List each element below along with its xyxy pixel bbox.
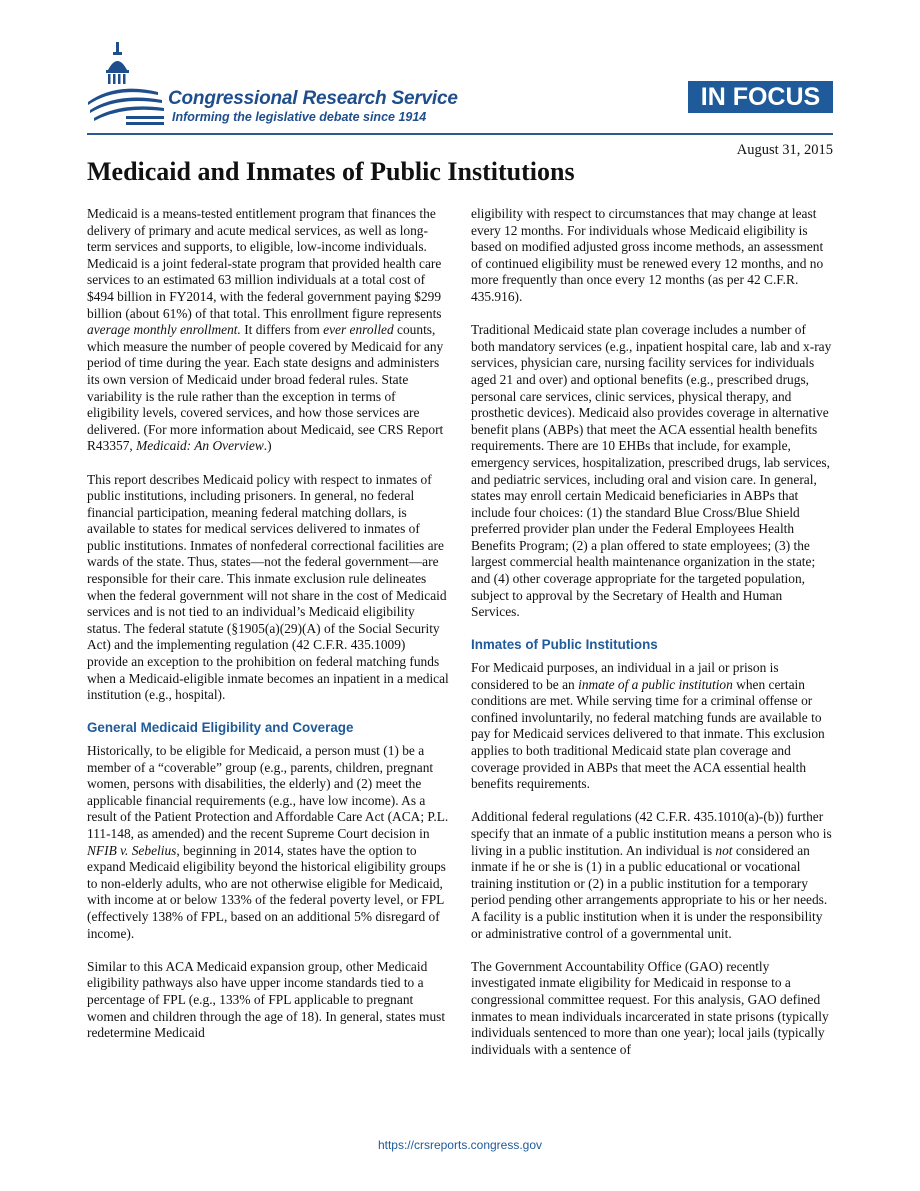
org-name: Congressional Research Service <box>168 88 458 109</box>
paragraph: Traditional Medicaid state plan coverage includes a number of both mandatory services (e.g., inpatient hospital care, lab and x-ray services, physician care, nursing facility services for individuals aged 21 and over) and optional benefits (e.g., prescribed drugs, personal care services, clinic services, physical therapy, and prosthetic devices). Medicaid also provides coverage in alternative benefit plans (ABPs) that meet the ACA essential health benefits requirements. There are 10 EHBs that include, for example, emergency services, hospitalization, prescribed drugs, lab services, and pediatric services, including oral and vision care. In general, states may enroll certain Medicaid beneficiaries in ABPs that include four choices: (1) the standard Blue Cross/Blue Shield preferred provider plan under the Federal Employees Health Benefits Program; (2) a plan offered to state employees; (3) the largest commercial health maintenance organization in the state; and (4) other coverage appropriate for the targeted population, subject to approval by the Secretary of Health and Human Services. <box>471 322 832 620</box>
header-rule <box>87 133 833 135</box>
in-focus-badge: IN FOCUS <box>688 81 833 113</box>
paragraph: Medicaid is a means-tested entitlement program that finances the delivery of primary and acute medical services, as well as long-term services and supports, to eligible, low-income individuals. Medicaid is a joint federal-state program that provided health care services to an estimated 63 million individuals at a total cost of $494 billion in FY2014, with the federal government paying $299 billion (about 61%) of that total. This enrollment figure represents average monthly enrollment. It differs from ever enrolled counts, which measure the number of people covered by Medicaid for any period of time during the year. Each state designs and administers its own version of Medicaid under broad federal rules. State variability is the rule rather than the exception in terms of eligibility levels, covered services, and how those services are delivered. (For more information about Medicaid, see CRS Report R43357, Medicaid: An Overview.) <box>87 206 444 454</box>
paragraph: eligibility with respect to circumstances that may change at least every 12 months. For individuals whose Medicaid eligibility is based on modified adjusted gross income methods, an assessment of continued eligibility must be renewed every 12 months, and no more frequently than once every 12 months (as per 42 C.F.R. 435.916). <box>471 206 824 304</box>
report-date: August 31, 2015 <box>736 142 833 158</box>
paragraph: The Government Accountability Office (GAO) recently investigated inmate eligibility for Medicaid in response to a congressional committee request. For this analysis, GAO defined inmates to mean individuals incarcerated in state prisons (typically individuals sentenced to more than one year); local jails (typically individuals with a sentence of <box>471 958 829 1057</box>
paragraph: This report describes Medicaid policy with respect to inmates of public institutions, including prisoners. In general, no federal financial participation, meaning federal matching dollars, is available to states for medical services delivered to inmates of public institutions. Inmates of nonfederal correctional facilities are wards of the state. Thus, states—not the federal government—are responsible for their care. This inmate exclusion rule delineates when the federal government will not share in the cost of Medicaid services and is not tied to an individual’s Medicaid eligibility status. The federal statute (§1905(a)(29)(A) of the Social Security Act) and the implementing regulation (42 C.F.R. 435.1009) provide an exception to the prohibition on federal matching funds when a Medicaid-eligible inmate becomes an inpatient in a medical institution (e.g., hospital). <box>87 471 449 703</box>
capitol-dome-icon <box>86 40 166 130</box>
paragraph: Historically, to be eligible for Medicaid, a person must (1) be a member of a “coverable” group (e.g., parents, children, pregnant women, persons with disabilities, the elderly) and (2) meet the applicable financial requirements (e.g., have low income). As a result of the Patient Protection and Affordable Care Act (ACA; P.L. 111-148, as amended) and the recent Supreme Court decision in NFIB v. Sebelius, beginning in 2014, states have the option to expand Medicaid eligibility beyond the historical eligibility groups to non-elderly adults, who are not otherwise eligible for Medicaid, with income at or below 133% of the federal poverty level, or FPL (effectively 138% of FPL, based on an additional 5% disregard of income). <box>87 743 449 941</box>
section-heading: General Medicaid Eligibility and Coverage <box>87 720 354 736</box>
paragraph: Additional federal regulations (42 C.F.R. 435.1010(a)-(b)) further specify that an inmate of a public institution means a person who is living in a public institution. An individual is not considered an inmate if he or she is (1) in a public educational or vocational training institution or (2) in a public institution for a temporary period pending other arrangements appropriate to his or her needs. A facility is a public institution when it is under the responsibility or administrative control of a governmental unit. <box>471 809 832 941</box>
right-column <box>471 206 833 1075</box>
paragraph: For Medicaid purposes, an individual in a jail or prison is considered to be an inmate of a public institution when certain conditions are met. While serving time for a criminal offense or confined involuntarily, no federal matching funds are available to pay for Medicaid services delivered to that inmate. This exclusion applies to both traditional Medicaid state plan coverage and coverage provided in ABPs that meet the ACA essential health benefits requirements. <box>471 660 825 792</box>
org-tagline: Informing the legislative debate since 1914 <box>172 110 427 124</box>
footer-link[interactable]: https://crsreports.congress.gov <box>377 1138 543 1152</box>
section-heading: Inmates of Public Institutions <box>471 637 658 653</box>
page-title: Medicaid and Inmates of Public Institutions <box>87 157 575 186</box>
left-column <box>87 206 449 1058</box>
paragraph: Similar to this ACA Medicaid expansion group, other Medicaid eligibility pathways also have upper income standards tied to a percentage of FPL (e.g., 133% of FPL applicable to pregnant women and children through the age of 18). In general, states must redetermine Medicaid <box>87 958 446 1041</box>
